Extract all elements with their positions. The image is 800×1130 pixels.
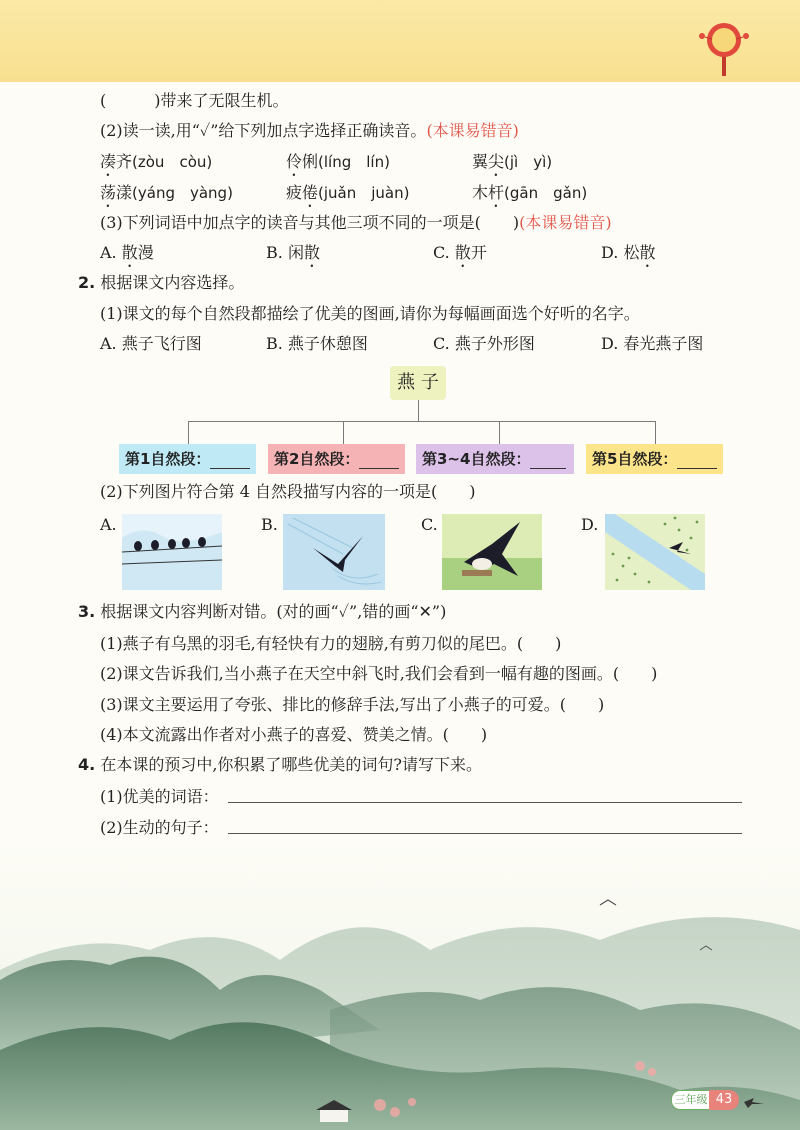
tree-connector (188, 421, 655, 422)
paragraph-box-4: 第5自然段： (586, 444, 723, 474)
question-4-heading (78, 754, 482, 776)
question-2-heading (78, 272, 244, 294)
tree-connector (343, 421, 344, 444)
header-band (0, 0, 800, 82)
pinyin-item: 凑齐(zòu còu) (100, 152, 213, 171)
question-number: 3. (78, 602, 96, 621)
option-item: B. 闲散 (266, 243, 320, 262)
swallow-icon (744, 1096, 764, 1108)
option-item: A. 燕子飞行图 (100, 334, 202, 353)
q1-part3 (100, 212, 612, 234)
q2-part2-text: (2)下列图片符合第 4 自然段描写内容的一项是( ) (100, 482, 476, 501)
paragraph-box-1: 第1自然段： (119, 444, 256, 474)
q1-part3-tag: (本课易错音) (519, 213, 612, 232)
tree-connector (499, 421, 500, 444)
page-number: 43 (709, 1090, 739, 1110)
answer-blank[interactable] (359, 450, 399, 469)
q1-line1: ( )带来了无限生机。 (100, 91, 289, 110)
pic-label-d: D. (581, 515, 599, 534)
judgement-item: (1)燕子有乌黑的羽毛,有轻快有力的翅膀,有剪刀似的尾巴。( ) (100, 634, 562, 653)
option-item: C. 散开 (433, 243, 487, 262)
judgement-item: (3)课文主要运用了夸张、排比的修辞手法,写出了小燕子的可爱。( ) (100, 695, 605, 714)
option-item: C. 燕子外形图 (433, 334, 535, 353)
option-item: D. 松散 (601, 243, 656, 262)
tree-root: 燕 子 (390, 366, 446, 400)
q4-part1-label: (1)优美的词语： (100, 787, 219, 806)
pic-label-b: B. (261, 515, 278, 534)
swallow-feeding-picture (442, 514, 542, 590)
question-title: 根据课文内容选择。 (100, 273, 245, 292)
answer-line[interactable] (228, 802, 742, 803)
swallow-over-water-picture (283, 514, 385, 590)
q1-part2-tag: (本课易错音) (426, 121, 519, 140)
tree-connector (655, 421, 656, 444)
option-item: D. 春光燕子图 (601, 334, 704, 353)
q2-part1-text: (1)课文的每个自然段都描绘了优美的图画,请你为每幅画面选个好听的名字。 (100, 304, 640, 323)
judgement-item: (2)课文告诉我们,当小燕子在天空中斜飞时,我们会看到一幅有趣的图画。( ) (100, 664, 658, 683)
q1-part2-text: (2)读一读,用“✓”给下列加点字选择正确读音。 (100, 121, 427, 140)
pinyin-item: 翼尖(jì yì) (472, 152, 553, 171)
question-number: 2. (78, 273, 96, 292)
question-3-heading (78, 601, 446, 623)
q1-part2 (100, 120, 519, 142)
tree-connector (188, 421, 189, 444)
pinyin-item: 疲倦(juǎn juàn) (286, 183, 410, 202)
q4-part2-label: (2)生动的句子： (100, 818, 219, 837)
q1-part3-text: (3)下列词语中加点字的读音与其他三项不同的一项是( ) (100, 213, 520, 232)
question-title: 根据课文内容判断对错。(对的画“✓”,错的画“✕”) (100, 602, 447, 621)
option-item: B. 燕子休憩图 (266, 334, 368, 353)
pinyin-item: 木杆(gān gǎn) (472, 183, 588, 202)
judgement-item: (4)本文流露出作者对小燕子的喜爱、赞美之情。( ) (100, 725, 488, 744)
paragraph-box-3: 第3~4自然段： (416, 444, 574, 474)
page-footer (671, 1090, 741, 1110)
question-number: 4. (78, 755, 96, 774)
pic-label-c: C. (421, 515, 438, 534)
answer-blank[interactable] (210, 450, 250, 469)
answer-blank[interactable] (530, 450, 566, 469)
answer-blank[interactable] (677, 450, 717, 469)
swallow-over-field-picture (605, 514, 705, 590)
answer-line[interactable] (228, 833, 742, 834)
pinyin-item: 伶俐(líng lín) (286, 152, 390, 171)
pic-label-a: A. (100, 515, 117, 534)
option-item: A. 散漫 (100, 243, 154, 262)
mountain-landscape-illustration (0, 840, 800, 1130)
tree-connector (418, 400, 419, 422)
rattle-drum-icon (696, 18, 752, 78)
grade-label: 三年级 (671, 1090, 711, 1110)
pinyin-item: 荡漾(yáng yàng) (100, 183, 233, 202)
paragraph-box-2: 第2自然段： (268, 444, 405, 474)
swallows-on-wire-picture (122, 514, 222, 590)
question-title: 在本课的预习中,你积累了哪些优美的词句?请写下来。 (100, 755, 482, 774)
